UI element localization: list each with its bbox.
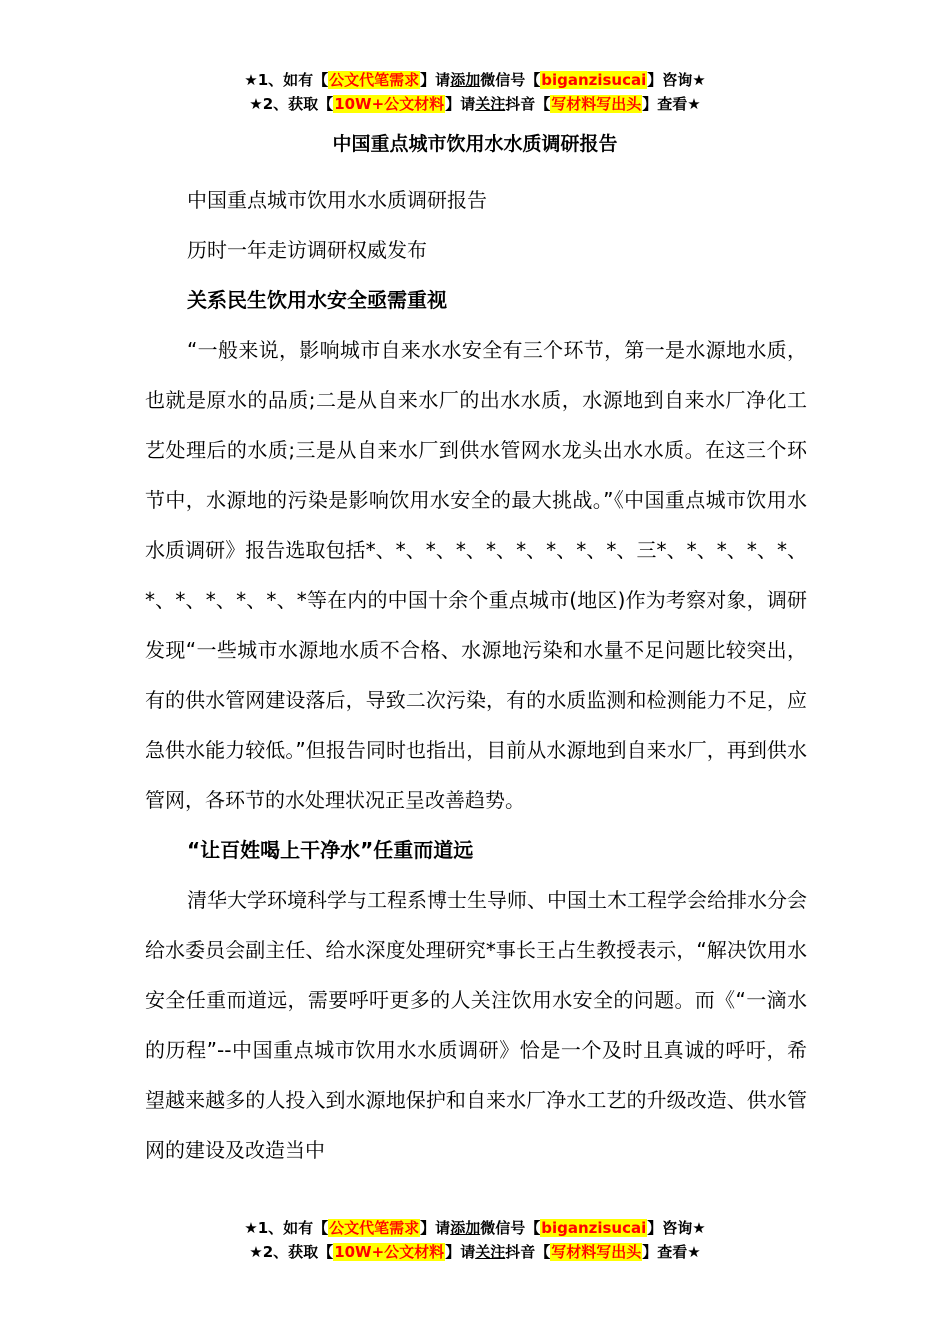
subtitle-paragraph: 历时一年走访调研权威发布 — [187, 238, 427, 262]
header-banner — [0, 68, 950, 116]
section-heading: 关系民生饮用水安全亟需重视 — [187, 288, 447, 312]
banner-underlined-text: 关注 — [475, 95, 506, 113]
banner-text: 微信号【 — [480, 71, 541, 89]
banner-highlight: 10W+公文材料 — [334, 95, 445, 113]
banner-highlight: 公文代笔需求 — [329, 1219, 420, 1237]
banner-line-1 — [0, 1216, 950, 1240]
banner-line-2 — [0, 92, 950, 116]
banner-text: 】查看★ — [642, 1243, 701, 1261]
banner-line-2 — [0, 1240, 950, 1264]
banner-line-1 — [0, 68, 950, 92]
banner-text: 抖音【 — [505, 1243, 551, 1261]
banner-text: 抖音【 — [505, 95, 551, 113]
banner-text: 微信号【 — [480, 1219, 541, 1237]
footer-banner — [0, 1216, 950, 1264]
banner-text: 】请 — [445, 1243, 476, 1261]
banner-text: 】查看★ — [642, 95, 701, 113]
banner-highlight: 公文代笔需求 — [329, 71, 420, 89]
document-title: 中国重点城市饮用水水质调研报告 — [332, 133, 618, 155]
banner-text: 】请 — [445, 95, 476, 113]
banner-text: ★1、如有【 — [244, 1219, 329, 1237]
banner-text: 】请 — [420, 71, 451, 89]
body-paragraph: 清华大学环境科学与工程系博士生导师、中国土木工程学会给排水分会给水委员会副主任、给水深度处理研究*事长王占生教授表示，“解决饮用水安全任重而道远，需要呼吁更多的人关注饮用水安全的问题。而《“一滴水的历程”--中国重点城市饮用水水质调研》恰是一个及时且真诚的呼吁，希望越来越多的人投入到水源地保护和自来水厂净水工艺的升级改造、供水管网的建设及改造当中 — [145, 888, 807, 1162]
banner-highlight-wechat-id: biganzisucai — [541, 1219, 647, 1237]
subtitle-paragraph: 中国重点城市饮用水水质调研报告 — [187, 188, 487, 212]
banner-highlight-douyin-id: 写材料写出头 — [551, 95, 642, 113]
banner-text: ★2、获取【 — [249, 95, 334, 113]
banner-text: ★2、获取【 — [249, 1243, 334, 1261]
banner-underlined-text: 添加 — [450, 71, 481, 89]
banner-text: 】请 — [420, 1219, 451, 1237]
banner-underlined-text: 关注 — [475, 1243, 506, 1261]
banner-underlined-text: 添加 — [450, 1219, 481, 1237]
banner-text: ★1、如有【 — [244, 71, 329, 89]
body-paragraph: “一般来说，影响城市自来水水安全有三个环节，第一是水源地水质，也就是原水的品质;二是从自来水厂的出水水质，水源地到自来水厂净化工艺处理后的水质;三是从自来水厂到供水管网水龙头出水水质。在这三个环节中，水源地的污染是影响饮用水安全的最大挑战。”《中国重点城市饮用水水质调研》报告选取包括*、*、*、*、*、*、*、*、*、三*、*、*、*、*、*、*、*、*、*、*等在内的中国十余个重点城市(地区)作为考察对象，调研发现“一些城市水源地水质不合格、水源地污染和水量不足问题比较突出，有的供水管网建设落后，导致二次污染，有的水质监测和检测能力不足，应急供水能力较低。”但报告同时也指出，目前从水源地到自来水厂，再到供水管网，各环节的水处理状况正呈改善趋势。 — [145, 338, 807, 812]
banner-highlight: 10W+公文材料 — [334, 1243, 445, 1261]
banner-text: 】咨询★ — [647, 71, 706, 89]
banner-text: 】咨询★ — [647, 1219, 706, 1237]
banner-highlight-douyin-id: 写材料写出头 — [551, 1243, 642, 1261]
banner-highlight-wechat-id: biganzisucai — [541, 71, 647, 89]
document-body — [145, 175, 807, 1175]
section-heading: “让百姓喝上干净水”任重而道远 — [187, 838, 474, 862]
